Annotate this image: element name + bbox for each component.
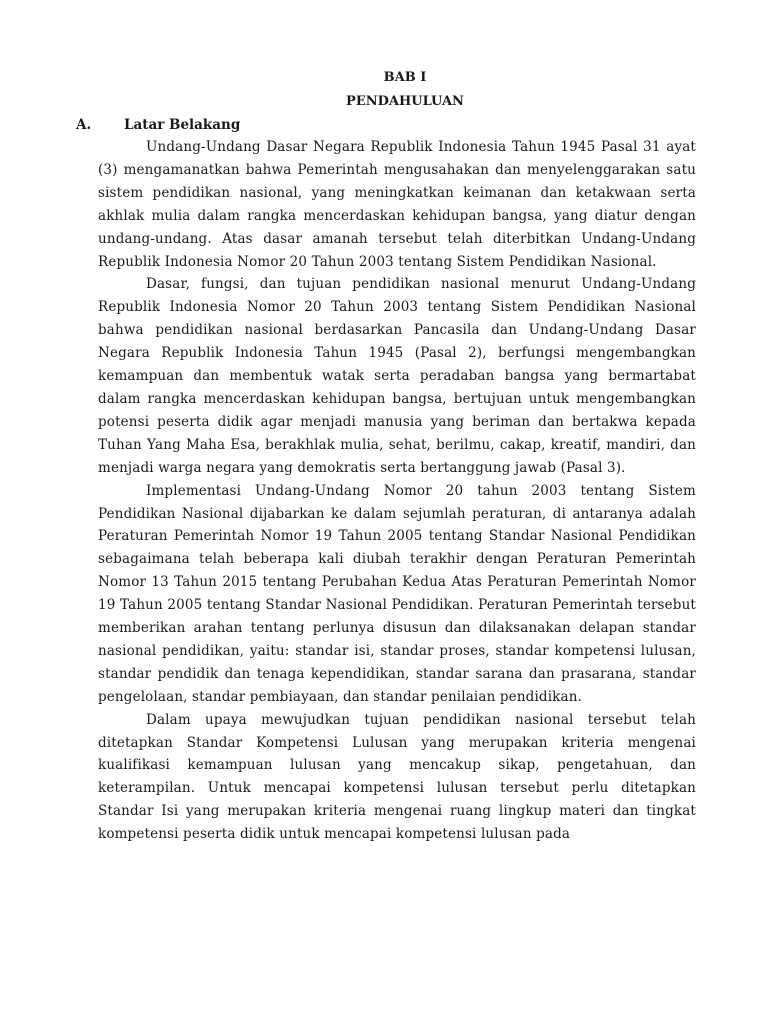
chapter-title: PENDAHULUAN xyxy=(346,94,464,109)
section-letter: A. xyxy=(76,117,92,133)
paragraph-3: Implementasi Undang-Undang Nomor 20 tahun 2003 tentang Sistem Pendidikan Nasional dijabarkan ke dalam sejumlah peraturan, di antaranya adalah Peraturan Pemerintah Nomor 19 Tahun 2005 tentang Standar Nasional Pendidikan sebagaimana telah beberapa kali diubah terakhir dengan Peraturan Pemerintah Nomor 13 Tahun 2015 tentang Perubahan Kedua Atas Peraturan Pemerintah Nomor 19 Tahun 2005 tentang Standar Nasional Pendidikan. Peraturan Pemerintah tersebut memberikan arahan tentang perlunya disusun dan dilaksanakan delapan standar nasional pendidikan, yaitu: standar isi, standar proses, standar kompetensi lulusan, standar pendidik dan tenaga kependidikan, standar sarana dan prasarana, standar pengelolaan, standar pembiayaan, dan standar penilaian pendidikan. xyxy=(98,482,696,705)
paragraph-4: Dalam upaya mewujudkan tujuan pendidikan nasional tersebut telah ditetapkan Standar Kompetensi Lulusan yang merupakan kriteria mengenai kualifikasi kemampuan lulusan yang mencakup sikap, pengetahuan, dan keterampilan. Untuk mencapai kompetensi lulusan tersebut perlu ditetapkan Standar Isi yang merupakan kriteria mengenai ruang lingkup materi dan tingkat kompetensi peserta didik untuk mencapai kompetensi lulusan pada xyxy=(98,711,696,843)
paragraph-2: Dasar, fungsi, dan tujuan pendidikan nasional menurut Undang-Undang Republik Indonesia Nomor 20 Tahun 2003 tentang Sistem Pendidikan Nasional bahwa pendidikan nasional berdasarkan Pancasila dan Undang-Undang Dasar Negara Republik Indonesia Tahun 1945 (Pasal 2), berfungsi mengembangkan kemampuan dan membentuk watak serta peradaban bangsa yang bermartabat dalam rangka mencerdaskan kehidupan bangsa, bertujuan untuk mengembangkan potensi peserta didik agar menjadi manusia yang beriman dan bertakwa kepada Tuhan Yang Maha Esa, berakhlak mulia, sehat, berilmu, cakap, kreatif, mandiri, dan menjadi warga negara yang demokratis serta bertanggung jawab (Pasal 3). xyxy=(98,276,696,476)
section-title: Latar Belakang xyxy=(124,117,241,133)
paragraph-1: Undang-Undang Dasar Negara Republik Indonesia Tahun 1945 Pasal 31 ayat (3) mengamanatkan bahwa Pemerintah mengusahakan dan menyelenggarakan satu sistem pendidikan nasional, yang meningkatkan keimanan dan ketakwaan serta akhlak mulia dalam rangka mencerdaskan kehidupan bangsa, yang diatur dengan undang-undang. Atas dasar amanah tersebut telah diterbitkan Undang-Undang Republik Indonesia Nomor 20 Tahun 2003 tentang Sistem Pendidikan Nasional. xyxy=(98,139,696,270)
chapter-number: BAB I xyxy=(383,70,427,85)
section-heading xyxy=(76,114,696,136)
